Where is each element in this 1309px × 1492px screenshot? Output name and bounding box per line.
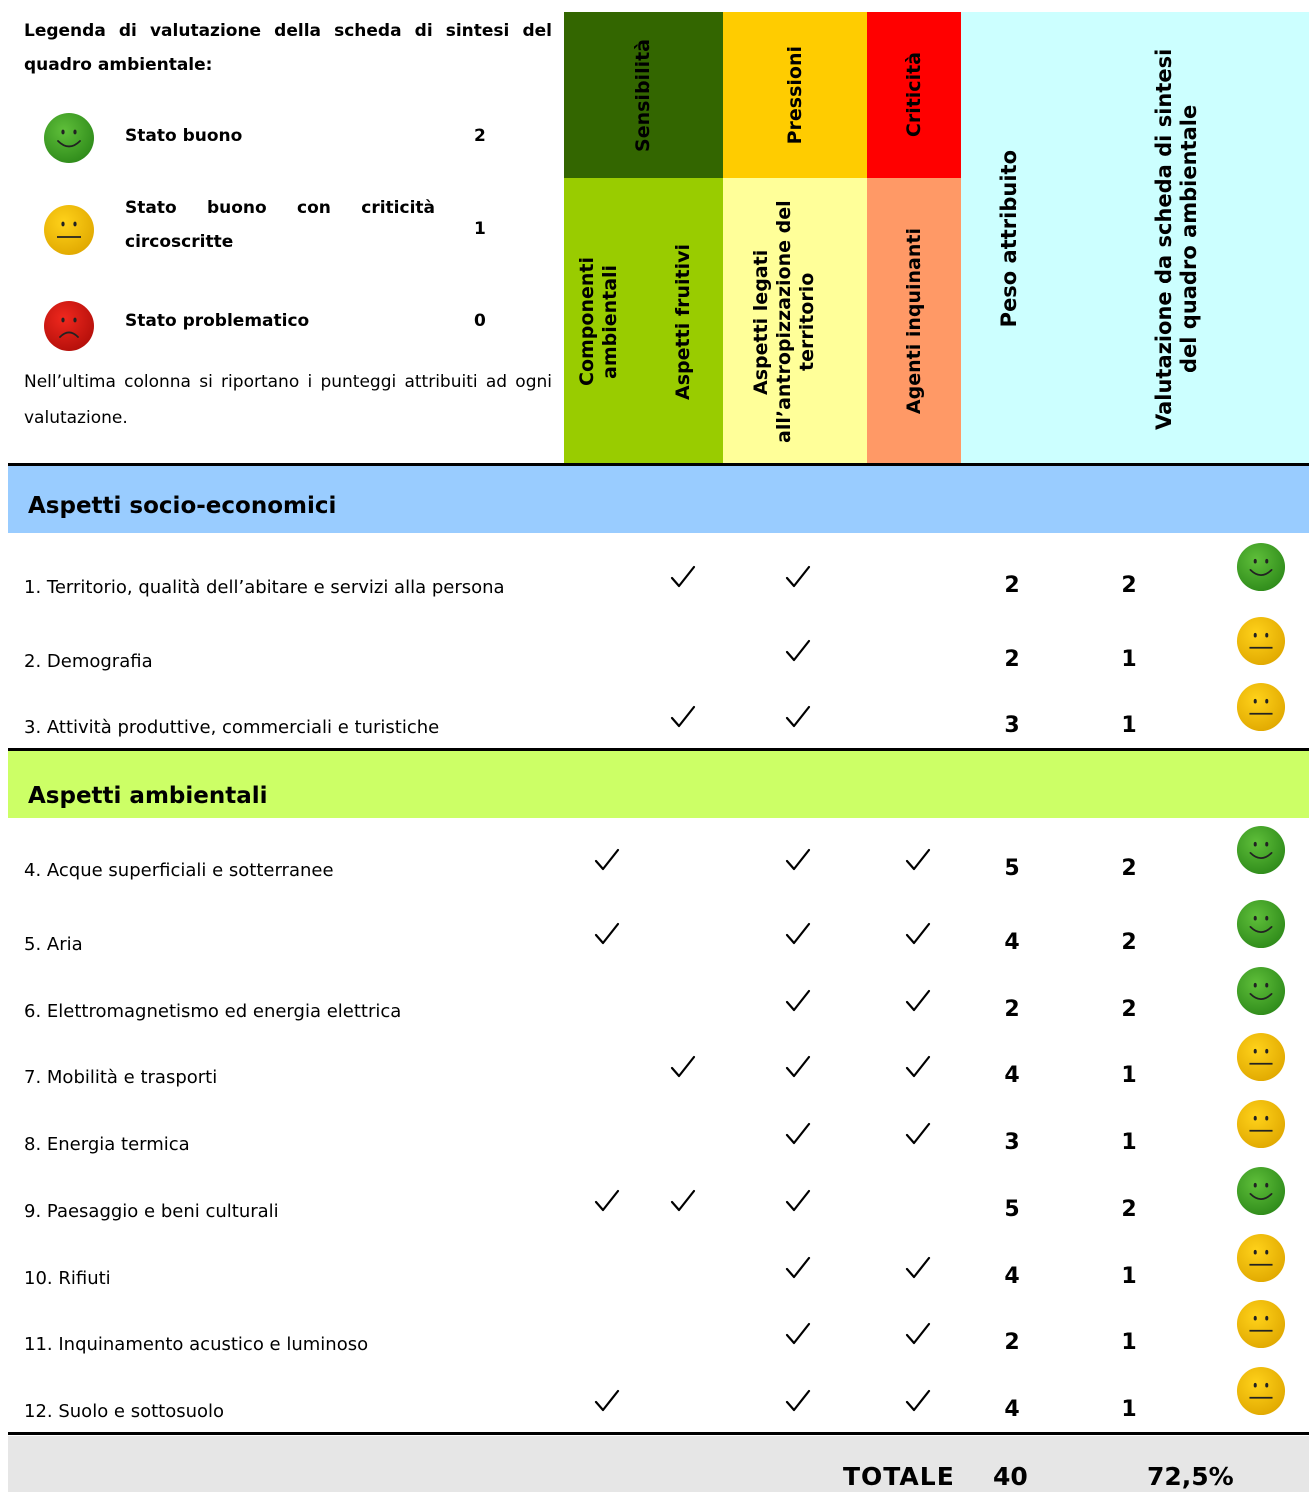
check-mark-icon <box>905 1388 931 1414</box>
legend-item-score: 1 <box>474 219 486 239</box>
header-col-label: Peso attribuito <box>997 149 1021 328</box>
header-col-inquinanti <box>867 178 961 465</box>
check-mark-icon <box>785 704 811 730</box>
row-label: 3. Attività produttive, commerciali e turistiche <box>24 717 440 738</box>
check-mark-icon <box>785 1121 811 1147</box>
check-mark-icon <box>905 988 931 1014</box>
header-col-label: Aspetti legati all’antropizzazione del territorio <box>750 200 818 443</box>
peso-value: 4 <box>1004 1063 1020 1088</box>
legend-item-problem <box>24 295 524 365</box>
peso-value: 2 <box>1004 1330 1020 1355</box>
peso-value: 5 <box>1004 1197 1020 1222</box>
valutazione-value: 1 <box>1121 1397 1137 1422</box>
peso-value: 4 <box>1004 1397 1020 1422</box>
neutral-yellow-icon <box>1236 1099 1286 1149</box>
check-mark-icon <box>905 1255 931 1281</box>
header-col-label: Aspetti fruitivi <box>671 243 694 400</box>
row-label: 9. Paesaggio e beni culturali <box>24 1201 279 1222</box>
check-mark-icon <box>785 1321 811 1347</box>
valutazione-value: 1 <box>1121 1264 1137 1289</box>
smiley-green-icon <box>43 112 95 164</box>
row-label: 4. Acque superficiali e sotterranee <box>24 860 334 881</box>
check-mark-icon <box>670 1188 696 1214</box>
smiley-green-icon <box>1236 899 1286 949</box>
section-title: Aspetti socio-economici <box>28 492 337 519</box>
legend-item-label: Stato buono con criticità circoscritte <box>125 198 435 252</box>
peso-value: 2 <box>1004 997 1020 1022</box>
legend-title: Legenda di valutazione della scheda di sintesi del quadro ambientale: <box>24 21 552 75</box>
check-mark-icon <box>785 1188 811 1214</box>
peso-value: 4 <box>1004 930 1020 955</box>
check-mark-icon <box>905 1321 931 1347</box>
header-col-fruitivi <box>643 178 723 465</box>
neutral-yellow-icon <box>1236 682 1286 732</box>
valutazione-value: 1 <box>1121 1063 1137 1088</box>
header-col-antropizzazione <box>723 178 867 465</box>
legend-item-good <box>24 104 524 174</box>
check-mark-icon <box>785 921 811 947</box>
check-mark-icon <box>594 1188 620 1214</box>
check-mark-icon <box>905 847 931 873</box>
header-col-label: Valutazione da scheda di sintesi del quadro ambientale <box>1151 47 1201 430</box>
valutazione-value: 2 <box>1121 573 1137 598</box>
smiley-green-icon <box>1236 542 1286 592</box>
row-label: 7. Mobilità e trasporti <box>24 1067 218 1088</box>
neutral-yellow-icon <box>1236 616 1286 666</box>
section-header-ambientali <box>8 751 1309 818</box>
check-mark-icon <box>905 921 931 947</box>
row-label: 11. Inquinamento acustico e luminoso <box>24 1334 369 1355</box>
section-title: Aspetti ambientali <box>28 782 268 809</box>
header-col-label: Agenti inquinanti <box>902 228 925 415</box>
peso-value: 2 <box>1004 573 1020 598</box>
header-group-pressioni <box>723 12 867 178</box>
row-label: 10. Rifiuti <box>24 1268 111 1289</box>
smiley-green-icon <box>1236 1166 1286 1216</box>
header-col-componenti <box>564 178 643 465</box>
check-mark-icon <box>785 847 811 873</box>
check-mark-icon <box>670 564 696 590</box>
check-mark-icon <box>785 638 811 664</box>
neutral-yellow-icon <box>1236 1366 1286 1416</box>
valutazione-value: 2 <box>1121 997 1137 1022</box>
check-mark-icon <box>594 1388 620 1414</box>
header-group-label: Pressioni <box>783 45 806 145</box>
check-mark-icon <box>905 1121 931 1147</box>
header-group-label: Sensibilità <box>632 38 654 152</box>
legend-item-score: 0 <box>474 311 486 331</box>
peso-value: 2 <box>1004 647 1020 672</box>
legend-item-score: 2 <box>474 126 486 146</box>
header-col-valutazione <box>1058 12 1309 465</box>
smiley-green-icon <box>1236 966 1286 1016</box>
divider <box>8 1432 1309 1435</box>
check-mark-icon <box>785 1388 811 1414</box>
valutazione-value: 2 <box>1121 856 1137 881</box>
frown-red-icon <box>43 300 95 352</box>
peso-value: 5 <box>1004 856 1020 881</box>
valutazione-value: 1 <box>1121 647 1137 672</box>
check-mark-icon <box>670 704 696 730</box>
header-col-label: Componenti ambientali <box>575 257 621 386</box>
row-label: 2. Demografia <box>24 651 153 672</box>
check-mark-icon <box>785 988 811 1014</box>
check-mark-icon <box>670 1054 696 1080</box>
neutral-yellow-icon <box>1236 1233 1286 1283</box>
legend-item-label: Stato buono <box>125 126 243 146</box>
valutazione-value: 1 <box>1121 1130 1137 1155</box>
section-header-socio-economici <box>8 466 1309 533</box>
smiley-green-icon <box>1236 825 1286 875</box>
legend-note: Nell’ultima colonna si riportano i punteggi attribuiti ad ogni valutazione. <box>24 372 552 428</box>
row-label: 8. Energia termica <box>24 1134 190 1155</box>
neutral-yellow-icon <box>1236 1032 1286 1082</box>
row-label: 12. Suolo e sottosuolo <box>24 1401 225 1422</box>
check-mark-icon <box>785 564 811 590</box>
row-label: 5. Aria <box>24 934 83 955</box>
valutazione-value: 2 <box>1121 1197 1137 1222</box>
check-mark-icon <box>785 1054 811 1080</box>
valutazione-value: 1 <box>1121 713 1137 738</box>
header-col-peso <box>961 12 1058 465</box>
row-label: 1. Territorio, qualità dell’abitare e servizi alla persona <box>24 577 505 598</box>
total-label: TOTALE <box>843 1462 955 1491</box>
check-mark-icon <box>594 847 620 873</box>
peso-value: 3 <box>1004 1130 1020 1155</box>
total-bar <box>8 1436 1309 1492</box>
peso-value: 4 <box>1004 1264 1020 1289</box>
row-label: 6. Elettromagnetismo ed energia elettrica <box>24 1001 402 1022</box>
total-peso: 40 <box>993 1462 1028 1491</box>
header-group-criticita <box>867 12 961 178</box>
valutazione-value: 1 <box>1121 1330 1137 1355</box>
legend-item-moderate <box>24 190 524 260</box>
header-group-sensibilita <box>564 12 723 178</box>
check-mark-icon <box>785 1255 811 1281</box>
check-mark-icon <box>594 921 620 947</box>
neutral-yellow-icon <box>43 204 95 256</box>
neutral-yellow-icon <box>1236 1299 1286 1349</box>
check-mark-icon <box>905 1054 931 1080</box>
legend-item-label: Stato problematico <box>125 311 310 331</box>
header-group-label: Criticità <box>902 52 925 138</box>
valutazione-value: 2 <box>1121 930 1137 955</box>
total-valutazione: 72,5% <box>1147 1462 1234 1491</box>
peso-value: 3 <box>1004 713 1020 738</box>
